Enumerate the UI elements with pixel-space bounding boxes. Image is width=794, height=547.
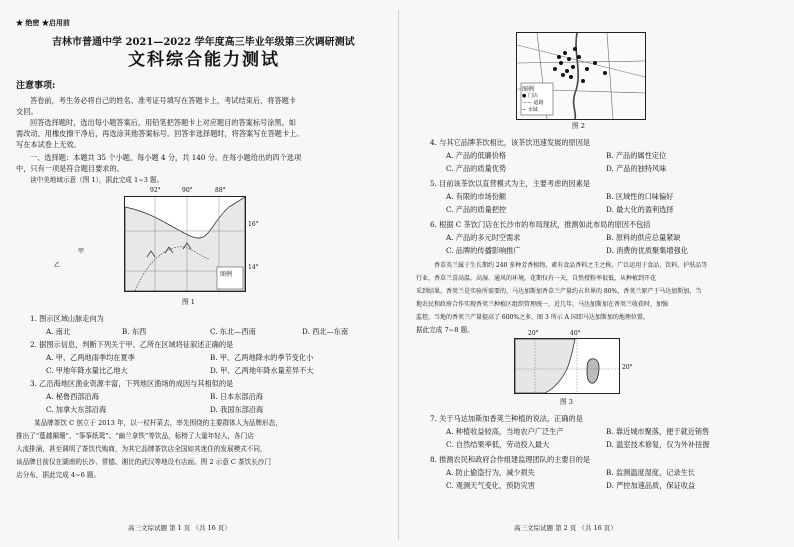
africa-madagascar-map [515, 339, 619, 393]
option: B. 东西 [122, 327, 147, 336]
question-2: 2. 据图示信息，判断下列关于甲、乙所在区域将征叙述正确的是 [30, 340, 234, 349]
fig3-lon-label: 40° [570, 330, 581, 337]
question-1: 1. 图示区域山脉走向为 [30, 314, 104, 323]
section-line: 中，只有一项是符合题目要求的。 [16, 164, 124, 173]
fig1-legend: 图例 [220, 271, 233, 278]
fig1-lat-label: 14° [248, 264, 259, 271]
figure-3-map [514, 338, 620, 394]
passage-line: 行业，香草兰喜高温、高湿、通风的环境，花期仅有一天，自然授粉率很低，从种植到开花 [416, 275, 657, 282]
fig3-lat-label: 20° [622, 364, 633, 371]
question-5: 5. 目前该茶饮以直营模式为主，主要考虑的因素是 [430, 179, 591, 188]
option: C. 加拿大东部沿海 [46, 405, 107, 414]
option: B. 监测温度湿度，记录生长 [606, 468, 695, 477]
fig1-lon-label: 92° [150, 187, 161, 194]
passage-line: 某品牌茶饮 C 创立于 2013 年，以一杖杆菜去，率先围绕的主要群体人为品牌形态， [34, 419, 282, 427]
option: C. 产品的质量把控 [446, 205, 507, 214]
fig1-place-label: 乙 [54, 262, 61, 269]
option: A. 有限的市场份额 [446, 192, 507, 201]
notice-line: 回答选择题时，选出每小题答案后，用铅笔把答题卡上对应题目的答案标号涂黑。如 [30, 118, 296, 127]
page-2 [410, 14, 782, 534]
option: D. 西北—东南 [302, 327, 349, 336]
exam-title: 文科综合能力测试 [128, 50, 280, 70]
notice-line: 交回。 [16, 107, 38, 116]
question-7: 7. 关于马达加斯加香荚兰种植的说法，正确的是 [430, 414, 583, 423]
option: C. 甲地年降水量比乙地大 [46, 366, 128, 375]
fig1-place-label: 甲 [78, 248, 85, 255]
fig2-legend-item: —— 道路 [522, 100, 544, 106]
option: A. 南北 [46, 327, 71, 336]
school-title: 吉林市普通中学 2021—2022 学年度高三毕业年级第三次调研测试 [52, 37, 355, 48]
option: D. 产品的独特风味 [606, 164, 667, 173]
passage-line: 人流排涌，甚至调明了茶饮代购商，为其它品牌茶饮店全国如其迷住的发展模式不同， [16, 445, 267, 453]
figure-2-caption: 图 2 [572, 122, 585, 130]
option: D. 消费的优质聚集增强化 [606, 246, 688, 255]
option: D. 温室技术修复，仅为外补扭握 [606, 440, 710, 449]
option: A. 种植收益较高，当地农户广泛生产 [446, 427, 564, 436]
fig1-lat-label: 16° [248, 221, 259, 228]
passage-line: 地农民和政府合作实现香荚兰种植区组织管理统一，近几年，马达加斯加在香荚兰收获时，加强 [416, 301, 669, 308]
figure-1-caption: 图 1 [182, 298, 195, 306]
page-footer: 高三文综试题 第 1 页 （共 16 页） [128, 524, 231, 532]
option: C. 自然结果率低，劳动投入最大 [446, 440, 550, 449]
option: A. 产品的多元时空需求 [446, 233, 521, 242]
figure-intro: 读中美地域示意（图 1），据此完成 1~3 题。 [30, 176, 164, 184]
option: B. 甲、乙两地降水的季节变化小 [210, 353, 314, 362]
question-3: 3. 乙沿海地区渔业资源丰富，下列地区渔场的成因与其相似的是 [30, 379, 234, 388]
option: C. 品牌的传播影响推广 [446, 246, 521, 255]
option: D. 严控加速品质，保证收益 [606, 481, 696, 490]
option: B. 靠近城市聚落，便于就近销售 [606, 427, 710, 436]
option: C. 产品的质量优势 [446, 164, 507, 173]
fig1-lon-label: 88° [215, 187, 226, 194]
option: A. 防止偷盗行为，减少损失 [446, 468, 535, 477]
option: B. 区域性的口味偏好 [606, 192, 674, 201]
option: A. 秘鲁西部沿海 [46, 392, 99, 401]
page-footer: 高三文综试题 第 2 页 （共 16 页） [514, 524, 617, 532]
fig2-legend-item: ● 门店 [522, 93, 538, 99]
fig1-lon-label: 90° [182, 187, 193, 194]
option: D. 甲、乙两地年降水量差异不大 [210, 366, 314, 375]
option: B. 原料的供应总量紧缺 [606, 233, 681, 242]
question-4: 4. 与其它品牌茶饮相比，该茶饮迅速发展的原因是 [430, 138, 591, 147]
option: C. 东北—西南 [210, 327, 256, 336]
passage-line: 该品牌目前仅在湖南的长沙、常德、湘比的武汉等地设有店面。图 2 示意 C 茶饮长沙门 [16, 458, 271, 466]
notice-title: 注意事项: [16, 81, 56, 91]
option: D. 最大化的盈利选择 [606, 205, 674, 214]
fig2-legend-title: 图例 [522, 86, 535, 93]
option: B. 日本东部沿海 [210, 392, 263, 401]
option: D. 我国东部沿海 [210, 405, 264, 414]
passage-line: 监控，当地的香荚兰产量提高了 600%之多，图 3 所示 A 国即马达加斯加的地理位置。 [416, 314, 649, 321]
section-line: 一、选择题：本题共 35 个小题，每小题 4 分，共 140 分。在每小题给出的四个选项 [30, 153, 302, 162]
passage-line: 采到结果。香荚兰是实验所需要的，马达加斯加香草兰产量约占世界的 80%，香荚兰原产于马达加斯加，当 [416, 288, 702, 295]
passage-line: 店分布，据此完成 4~6 题。 [16, 471, 101, 479]
option: B. 产品的属性定位 [606, 151, 667, 160]
passage-line: 香草英兰属于生长期约 240 多种芳香植物，素有食品香料之王之称，广泛运用于食品、饮料、护肤品等 [434, 262, 708, 269]
fig3-lon-label: 20° [528, 330, 539, 337]
option: A. 产品的低廉价格 [446, 151, 507, 160]
question-6: 6. 根据 C 茶饮门店在长沙市的布局现状，推测如此布局的原因不包括 [430, 220, 651, 229]
confidential-mark: ★ 绝密 ★启用前 [16, 18, 70, 27]
option: C. 观测天气变化，预防灾害 [446, 481, 535, 490]
passage-line: 推出了“蔓越阑珊”、“筝筝纸鸳”、“幽兰拿铁”等饮品，标榜了大量年轻人，各门店 [16, 432, 254, 440]
notice-line: 需改动，用橡皮擦干净后，再选涂其他答案标号。回答非选择题时，将答案写在答题卡上。 [16, 129, 304, 138]
question-8: 8. 推测农民和政府合作组建监理团队的主要目的是 [430, 455, 591, 464]
notice-line: 答卷前，考生务必将自己的姓名、准考证号填写在答题卡上，考试结束后，将答题卡 [30, 96, 296, 105]
passage-line: 据此完成 7~8 题。 [416, 326, 474, 334]
option: A. 甲、乙两地雨季均在夏季 [46, 353, 135, 362]
notice-line: 写在本试卷上无效。 [16, 140, 81, 149]
page-divider [398, 10, 399, 540]
page-1 [10, 14, 382, 534]
figure-3-caption: 图 3 [560, 398, 573, 406]
fig2-legend-item: ~ 水域 [522, 107, 538, 113]
